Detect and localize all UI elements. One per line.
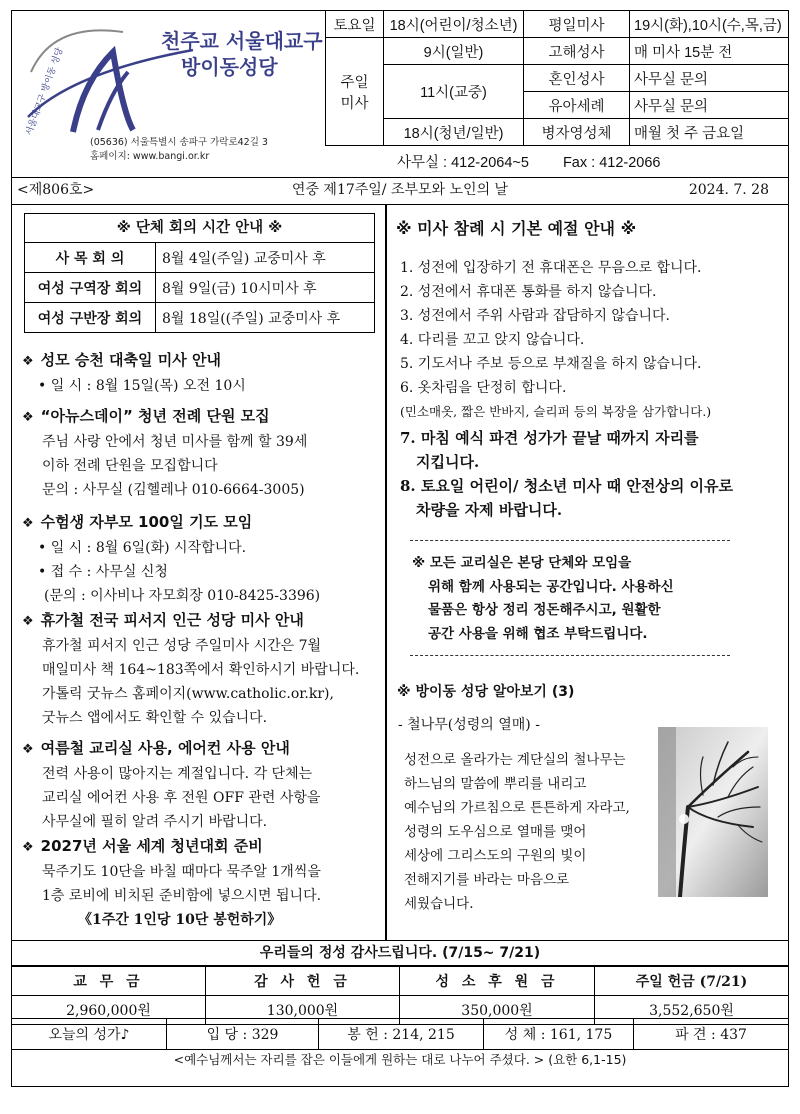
bulletin-date: 2024. 7. 28 <box>688 182 769 198</box>
list-item: 6. 옷차림을 단정히 합니다. <box>400 380 567 396</box>
hymn-offertory: 봉 헌 : 214, 215 <box>319 1019 484 1050</box>
meeting-schedule-box <box>24 213 375 333</box>
list-item-cont: 차량을 자제 바랍니다. <box>416 501 563 519</box>
meeting-name: 여성 구반장 회의 <box>25 303 156 333</box>
finance-header: 교 무 금 <box>12 967 206 996</box>
hymn-dismissal: 파 견 : 437 <box>634 1019 789 1050</box>
intro-text <box>404 748 659 916</box>
section-line: 매일미사 책 164~183쪽에서 확인하시기 바랍니다. <box>42 662 360 678</box>
intro-line: 하느님의 말씀에 뿌리를 내리고 <box>404 776 587 792</box>
section-title: ❖ 수험생 자부모 100일 기도 모임 <box>22 510 382 536</box>
section-exam-prayer <box>22 510 382 608</box>
section-title: ❖ “아뉴스데이” 청년 전례 단원 모집 <box>22 404 382 430</box>
finance-title: 우리들의 정성 감사드립니다. (7/15~ 7/21) <box>11 940 789 966</box>
parish-homepage[interactable]: 홈페이지: www.bangi.or.kr <box>90 151 210 162</box>
section-title: ❖ 성모 승천 대축일 미사 안내 <box>22 348 382 374</box>
section-line: 묵주기도 10단을 바칠 때마다 묵주알 1개씩을 <box>42 864 321 880</box>
meeting-name: 여성 구역장 회의 <box>25 273 156 303</box>
section-line: 이하 전례 단원을 모집합니다 <box>42 458 218 474</box>
office-phone: 사무실 : 412-2064~5 <box>397 155 529 171</box>
section-vacation-mass <box>22 608 382 730</box>
list-item: 8. 토요일 어린이/ 청소년 미사 때 안전상의 이유로 <box>400 477 734 495</box>
intro-line: 성령의 도우심으로 열매를 맺어 <box>404 824 587 840</box>
section-line: 주님 사랑 안에서 청년 미사를 함께 할 39세 <box>42 434 308 450</box>
section-line: • 일 시 : 8월 6일(화) 시작합니다. <box>38 540 247 556</box>
mass-schedule-table <box>325 10 789 146</box>
gospel-quote: <예수님께서는 자리를 잡은 이들에게 원하는 대로 나누어 주셨다. > (요한 6,1-15) <box>173 1052 627 1067</box>
weekday-label: 평일미사 <box>524 11 630 38</box>
list-item: 4. 다리를 꼬고 앉지 않습니다. <box>400 332 585 348</box>
section-line: 사무실에 필히 알려 주시기 바랍니다. <box>42 814 268 830</box>
bulletin-title-bar <box>11 177 789 205</box>
sacrament-value-2: 사무실 문의 <box>630 65 789 92</box>
parish-address-block <box>90 136 268 164</box>
section-line: 《1주간 1인당 10단 봉헌하기》 <box>78 912 282 928</box>
hymn-label: 오늘의 성가♪ <box>12 1019 167 1050</box>
section-line: 전력 사용이 많아지는 계절입니다. 각 단체는 <box>42 766 313 782</box>
section-line: (문의 : 이사비나 자모회장 010-8425-3396) <box>44 588 321 604</box>
saturday-label: 토요일 <box>326 11 384 38</box>
intro-line: 성전으로 올라가는 계단실의 철나무는 <box>404 752 626 768</box>
bulletin-number: <제806호> <box>17 182 95 198</box>
sunday-label: 주일미사 <box>326 38 384 146</box>
intro-line: 전해지기를 바라는 마음으로 <box>404 872 570 888</box>
section-wyd-2027 <box>22 834 382 932</box>
weekday-time: 19시(화),10시(수,목,금) <box>630 11 789 38</box>
meeting-table <box>25 243 374 332</box>
table-row <box>12 967 789 996</box>
sunday-time-2: 11시(교중) <box>384 65 524 119</box>
finance-header: 성 소 후 원 금 <box>400 967 595 996</box>
list-item-cont: 지킵니다. <box>416 453 480 471</box>
section-line: • 접 수 : 사무실 신청 <box>38 564 168 580</box>
finance-value: 2,960,000원 <box>12 996 206 1025</box>
fax-number: Fax : 412-2066 <box>562 155 661 171</box>
meeting-box-title: ※ 단체 회의 시간 안내 ※ <box>25 214 374 243</box>
section-line: 가톨릭 굿뉴스 홈페이지(www.catholic.or.kr), <box>42 686 334 702</box>
section-line: 굿뉴스 앱에서도 확인할 수 있습니다. <box>42 710 268 726</box>
meeting-time: 8월 18일((주일) 교중미사 후 <box>156 303 375 333</box>
sacrament-value-1: 매 미사 15분 전 <box>630 38 789 65</box>
classroom-notice <box>412 552 782 646</box>
column-divider <box>385 205 387 940</box>
notice-line: 물품은 항상 정리 정돈해주시고, 원활한 <box>428 602 661 618</box>
intro-line: 세상에 그리스도의 구원의 빛이 <box>404 848 587 864</box>
dashed-divider <box>410 540 730 541</box>
sacrament-label-3: 유아세례 <box>524 92 630 119</box>
section-line: 휴가철 피서지 인근 성당 주일미사 시간은 7월 <box>42 638 322 654</box>
table-row <box>25 273 374 303</box>
meeting-time: 8월 9일(금) 10시미사 후 <box>156 273 375 303</box>
table-row <box>25 243 374 273</box>
intro-line: 예수님의 가르침으로 튼튼하게 자라고, <box>404 800 630 816</box>
sunday-time-1: 9시(일반) <box>384 38 524 65</box>
notice-line: 공간 사용을 위해 협조 부탁드립니다. <box>428 625 648 642</box>
section-assumption-mass <box>22 348 382 398</box>
etiquette-note: (민소매옷, 짧은 반바지, 슬리퍼 등의 복장을 삼가합니다.) <box>400 404 712 419</box>
finance-value: 3,552,650원 <box>595 996 789 1025</box>
logo-diocese: 천주교 서울대교구 <box>161 29 323 53</box>
finance-table <box>11 966 789 1025</box>
parish-address: (05636) 서울특별시 송파구 가락로42길 3 <box>90 137 268 148</box>
section-line: 교리실 에어컨 사용 후 전원 OFF 관련 사항을 <box>42 790 321 806</box>
contact-line <box>325 149 789 177</box>
notice-line: 위해 함께 사용되는 공간입니다. 사용하신 <box>428 578 674 595</box>
saturday-time: 18시(어린이/청소년) <box>384 11 524 38</box>
etiquette-list <box>400 256 785 522</box>
sacrament-label-2: 혼인성사 <box>524 65 630 92</box>
finance-value: 130,000원 <box>206 996 400 1025</box>
sacrament-label-4: 병자영성체 <box>524 119 630 146</box>
section-title: ❖ 휴가철 전국 피서지 인근 성당 미사 안내 <box>22 608 382 634</box>
hymn-entrance: 입 당 : 329 <box>167 1019 319 1050</box>
sacrament-value-3: 사무실 문의 <box>630 92 789 119</box>
list-item: 2. 성전에서 휴대폰 통화를 하지 않습니다. <box>400 284 657 300</box>
hymn-communion: 성 체 : 161, 175 <box>484 1019 634 1050</box>
logo-parish-name: 방이동성당 <box>181 55 278 79</box>
etiquette-title: ※ 미사 참례 시 기본 예절 안내 ※ <box>396 219 637 238</box>
intro-title: ※ 방이동 성당 알아보기 (3) <box>397 684 575 700</box>
iron-tree-photo <box>658 727 768 897</box>
meeting-time: 8월 4일(주일) 교중미사 후 <box>162 250 326 267</box>
sunday-time-3: 18시(청년/일반) <box>384 119 524 146</box>
bulletin-title: 연중 제17주일/ 조부모와 노인의 날 <box>291 182 509 198</box>
section-agnus-dei <box>22 404 382 502</box>
list-item: 1. 성전에 입장하기 전 휴대폰은 무음으로 합니다. <box>400 260 702 276</box>
logo-arc <box>31 30 123 72</box>
list-item: 5. 기도서나 주보 등으로 부채질을 하지 않습니다. <box>400 356 702 372</box>
table-row <box>12 1019 789 1050</box>
sacrament-label-1: 고해성사 <box>524 38 630 65</box>
section-line: • 일 시 : 8월 15일(목) 오전 10시 <box>38 378 246 394</box>
notice-line: ※ 모든 교리실은 본당 단체와 모임을 <box>412 555 632 571</box>
section-line: 문의 : 사무실 (김헬레나 010-6664-3005) <box>42 482 305 498</box>
section-line: 1층 로비에 비치된 준비함에 넣으시면 됩니다. <box>42 888 322 904</box>
list-item: 3. 성전에서 주위 사람과 잡담하지 않습니다. <box>400 308 670 324</box>
section-title: ❖ 2027년 서울 세계 청년대회 준비 <box>22 834 382 860</box>
table-row <box>25 303 374 333</box>
intro-line: 세웠습니다. <box>404 896 474 912</box>
list-item: 7. 마침 예식 파견 성가가 끝날 때까지 자리를 <box>400 429 699 447</box>
logo-ring-text: 서울대교구 방이동 성당 <box>24 46 66 138</box>
finance-header: 감 사 헌 금 <box>206 967 400 996</box>
section-aircon <box>22 736 382 834</box>
finance-value: 350,000원 <box>400 996 595 1025</box>
section-title: ❖ 여름철 교리실 사용, 에어컨 사용 안내 <box>22 736 382 762</box>
sacrament-value-4: 매월 첫 주 금요일 <box>630 119 789 146</box>
meeting-name: 사 목 회 의 <box>25 243 156 273</box>
intro-subtitle: - 철나무(성령의 열매) - <box>398 717 540 733</box>
dashed-divider <box>410 655 730 656</box>
finance-header: 주일 헌금 (7/21) <box>595 967 789 996</box>
